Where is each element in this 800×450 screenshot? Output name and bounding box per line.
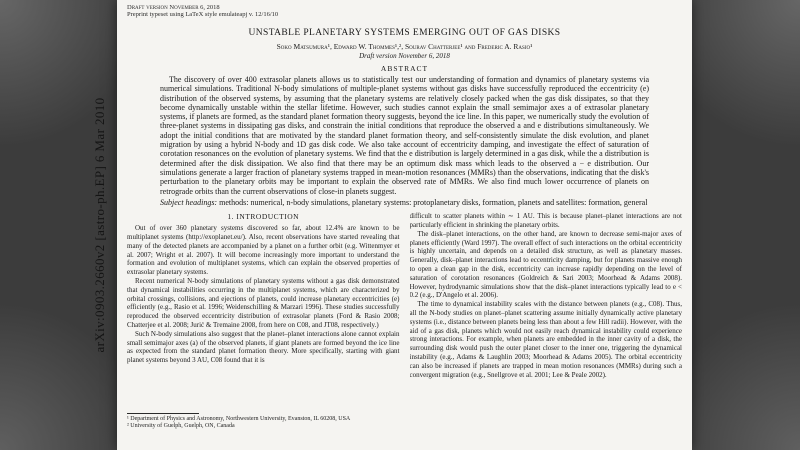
- section-heading-introduction: 1. INTRODUCTION: [227, 212, 300, 222]
- footnote-affiliation-1: ¹ Department of Physics and Astronomy, Northwestern University, Evanston, IL 60208, USA: [127, 416, 351, 423]
- authors-line: Soko Matsumura¹, Edward W. Thommes¹,², Sourav Chatterjee¹ and Frederic A. Rasio¹: [276, 42, 533, 51]
- intro-paragraph: Recent numerical N-body simulations of planetary systems without a gas disk demonstrated that dynamical instabilities occurring in the multiplanet systems, which are characterized by orbital crossings, collisions, and ejections of planets, could increase planetary eccentricities (e) efficiently (e.g., Rasio et al. 1996; Weidenschilling & Marzari 1996). These studies successfully reproduced the observed eccentricity distribution of extrasolar planets (Ford & Rasio 2008; Chatterjee et al. 2008; Jurić & Tremaine 2008, from here on C08, and JT08, respectively.): [127, 276, 400, 329]
- subject-headings: [160, 198, 649, 207]
- footnote-affiliation-2: ² University of Guelph, Guelph, ON, Canada: [127, 423, 235, 430]
- paper-title: UNSTABLE PLANETARY SYSTEMS EMERGING OUT OF GAS DISKS: [248, 28, 561, 38]
- subject-headings-label: Subject headings:: [160, 197, 218, 207]
- intro-paragraph: The time to dynamical instability scales with the distance between planets (e.g., C08). Thus, all the N-body studies on planet–planet scattering assume initially dynamically active planetary systems (i.e., distance between planets being less than about a few Hill radii). However, with the aid of a gas disk, planets which would not easily reach dynamical instability could experience strong interactions. For example, when planets are embedded in the inner cavity of a disk, the surrounding disk would push the outer planet closer to the inner one, triggering the dynamical instability (e.g., Adams & Laughlin 2003; Moorhead & Adams 2005). The orbital eccentricity can also be increased if planets are trapped in mean motion resonances (MMRs) during such a convergent migration (e.g., Snellgrove et al. 2001; Lee & Peale 2002).: [409, 300, 682, 379]
- abstract-text: The discovery of over 400 extrasolar planets allows us to statistically test our understanding of formation and dynamics of planetary systems via numerical simulations. Traditional N-body simulations of multiple-planet systems without gas disks have successfully reproduced the eccentricity (e) distribution of the observed systems, by assuming that the planetary systems are relatively closely packed when the gas disk dissipates, so that they become dynamically unstable within the stellar lifetime. However, such studies cannot explain the small semimajor axes a of extrasolar planetary systems, if planets are formed, as the standard planet formation theory suggests, beyond the ice line. In this paper, we numerically study the evolution of three-planet systems in dissipating gas disks, and constrain the initial conditions that reproduce the observed a and e distributions simultaneously. We adopt the initial conditions that are motivated by the standard planet formation theory, and self-consistently simulate the disk evolution, and planet migration by using a hybrid N-body and 1D gas disk code. We also take account of eccentricity damping, and investigate the effect of saturation of corotation resonances on the evolution of planetary systems. We find that the e distribution is largely determined in a gas disk, while the a distribution is determined after the disk dissipation. We also find that there may be an optimum disk mass which leads to the observed a − e distribution. Our simulations generate a larger fraction of planetary systems trapped in mean-motion resonances (MMRs) than the observations, indicating that the disk's perturbation to the planetary orbits may be important to explain the observed rate of MMRs. We also find much lower occurrence of planets on retrograde orbits than the current observations of close-in planets suggest.: [160, 75, 649, 196]
- intro-paragraph: Out of over 360 planetary systems discovered so far, about 12.4% are known to be multiplanet systems (http://exoplanet.eu/). Also, recent observations have started revealing that many of the detected planets are accompanied by a planet on a further orbit (e.g. Wittenmyer et al. 2007; Wright et al. 2007). It will become increasingly more important to understand the formation and evolution of multiplanet systems, which can explain the observed properties of extrasolar planetary systems.: [127, 224, 400, 277]
- column-left: [127, 212, 400, 432]
- footnote-block: [127, 413, 400, 432]
- intro-paragraph: difficult to scatter planets within ∼ 1 AU. This is because planet–planet interactions are not particularly efficient in shrinking the planetary orbits.: [409, 212, 682, 229]
- intro-paragraph: Such N-body simulations also suggest that the planet–planet interactions alone cannot explain small semimajor axes (a) of the observed planets, if giant planets are formed beyond the ice line as expected from the standard planet formation theory. More specifically, starting with giant planet systems beyond 3 AU, C08 found that it is: [127, 329, 400, 365]
- typeset-style-line: Preprint typeset using LaTeX style emulateapj v. 12/16/10: [127, 11, 279, 18]
- column-right: [410, 212, 683, 432]
- preprint-header: [127, 4, 682, 18]
- paper-page: [117, 0, 692, 450]
- footnote-rule: [127, 413, 199, 414]
- draft-date-line: Draft version November 6, 2018: [359, 52, 450, 60]
- abstract-heading: ABSTRACT: [380, 64, 429, 73]
- draft-version-line: Draft version November 6, 2018: [127, 4, 220, 11]
- subject-headings-text: methods: numerical, n-body simulations, planetary systems: protoplanetary disks, formation, planets and satellites: formation, general: [217, 197, 648, 207]
- arxiv-watermark: arXiv:0903.2660v2 [astro-ph.EP] 6 Mar 2010: [92, 97, 107, 353]
- two-column-body: [127, 212, 682, 432]
- intro-paragraph: The disk–planet interactions, on the other hand, are known to decrease semi-major axes of planets efficiently (Ward 1997). The overall effect of such interactions on the orbital eccentricity is highly uncertain, and depends on a detailed disk structure, as well as planetary masses. Generally, disk–planet interactions lead to eccentricity damping, but for planets massive enough to open a clean gap in the disk, eccentricity can increase rapidly depending on the level of saturation of corotation resonances (Goldreich & Sari 2003; Moorhead & Adams 2008). However, hydrodynamic simulations show that the disk–planet interactions typically lead to e < 0.2 (e.g., D'Angelo et al. 2006).: [409, 229, 682, 300]
